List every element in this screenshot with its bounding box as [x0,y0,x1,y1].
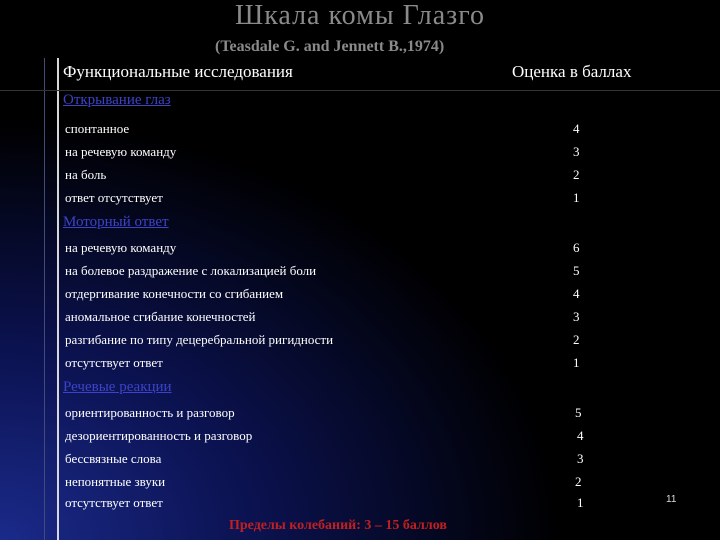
table-row-score: 5 [575,405,582,420]
table-row-label: отсутствует ответ [65,495,163,510]
table-row-label: ответ отсутствует [65,190,163,205]
table-row-label: ориентированность и разговор [65,405,235,420]
table-row-label: на речевую команду [65,240,177,255]
page-number: 11 [666,494,677,505]
table-row-label: аномальное сгибание конечностей [65,309,256,324]
section-motor-response: Моторный ответ [63,214,169,230]
table-row-score: 1 [573,355,580,370]
section-verbal-response: Речевые реакции [63,379,172,395]
table-row-label: на речевую команду [65,144,177,159]
table-row-score: 6 [573,240,580,255]
table-row-label: на болевое раздражение с локализацией боли [65,263,317,278]
table-row-label: бессвязные слова [65,451,162,466]
table-row-score: 2 [573,332,580,347]
table-row-score: 2 [573,167,580,182]
decorative-vertical-line-thin [44,58,45,540]
column-header-tests: Функциональные исследования [63,62,293,81]
table-row-score: 1 [573,190,580,205]
table-row-label: непонятные звуки [65,474,166,489]
table-row-score: 4 [573,286,580,301]
table-row-score: 4 [577,428,584,443]
table-row-score: 5 [573,263,580,278]
table-row-label: отсутствует ответ [65,355,163,370]
decorative-vertical-line [57,58,59,540]
table-row-score: 2 [575,474,582,489]
table-row-score: 3 [577,451,584,466]
table-row-label: отдергивание конечности со сгибанием [65,286,284,301]
column-header-score: Оценка в баллах [512,62,632,81]
section-eye-opening: Открывание глаз [63,92,171,108]
table-row-score: 4 [573,121,580,136]
table-row-label: дезориентированность и разговор [65,428,253,443]
table-row-score: 1 [577,495,584,510]
slide-subtitle: (Teasdale G. and Jennett B.,1974) [215,38,445,55]
table-row-label: разгибание по типу децеребральной ригидности [65,332,334,347]
table-row-score: 3 [573,309,580,324]
score-range-note: Пределы колебаний: 3 – 15 баллов [229,518,447,533]
table-row-label: на боль [65,167,107,182]
slide-title: Шкала комы Глазго [234,0,485,31]
table-row-score: 3 [573,144,580,159]
decorative-horizontal-line [0,90,720,91]
table-row-label: спонтанное [65,121,130,136]
